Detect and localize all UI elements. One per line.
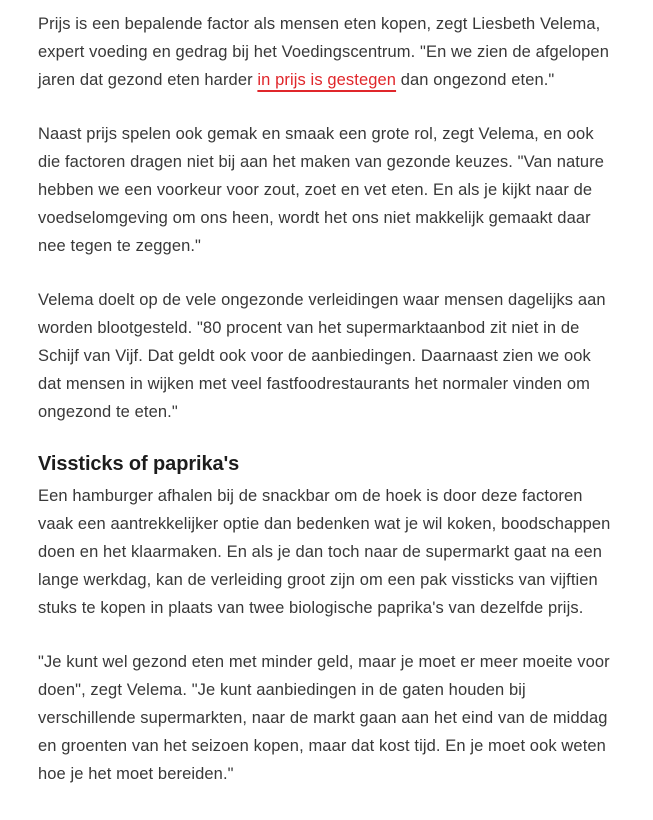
- paragraph-convenience-taste: Naast prijs spelen ook gemak en smaak een grote rol, zegt Velema, en ook die factoren dragen niet bij aan het maken van gezonde keuzes. "Van nature hebben we een voorkeur voor zout, zoet en vet eten. En als je kijkt naar de voedselomgeving om ons heen, wordt het ons niet makkelijk gemaakt daar nee tegen te zeggen.": [38, 125, 605, 255]
- paragraph-1-text-after-link: dan ongezond eten.": [396, 71, 555, 89]
- paragraph-cheaper-healthy: "Je kunt wel gezond eten met minder geld, maar je moet er meer moeite voor doen", zegt Velema. "Je kunt aanbiedingen in de gaten houden bij verschillende supermarkten, naar de markt gaan aan het eind van de middag en groenten van het seizoen kopen, maar dat kost tijd. En je moet ook weten hoe je het moet bereiden.": [38, 653, 610, 783]
- paragraph-1-text-before-link: Prijs is een bepalende factor als mensen eten kopen, zegt Liesbeth Velema, expert voeding en gedrag bij het Voedingscentrum. "En we zien de afgelopen jaren dat gezond eten harder: [38, 15, 609, 89]
- price-increase-link[interactable]: in prijs is gestegen: [257, 71, 397, 89]
- paragraph-temptations: Velema doelt op de vele ongezonde verleidingen waar mensen dagelijks aan worden blootgesteld. "80 procent van het supermarktaanbod zit niet in de Schijf van Vijf. Dat geldt ook voor de aanbiedingen. Daarnaast zien we ook dat mensen in wijken met veel fastfoodrestaurants het normaler vinden om ongezond te eten.": [38, 291, 606, 421]
- paragraph-price-factor: [38, 10, 617, 94]
- paragraph-snackbar: Een hamburger afhalen bij de snackbar om de hoek is door deze factoren vaak een aantrekkelijker optie dan bedenken wat je wil koken, boodschappen doen en het klaarmaken. En als je dan toch naar de supermarkt gaat na een lange werkdag, kan de verleiding groot zijn om een pak vissticks van vijftien stuks te kopen in plaats van twee biologische paprika's van dezelfde prijs.: [38, 487, 611, 617]
- section-heading: Vissticks of paprika's: [38, 453, 240, 475]
